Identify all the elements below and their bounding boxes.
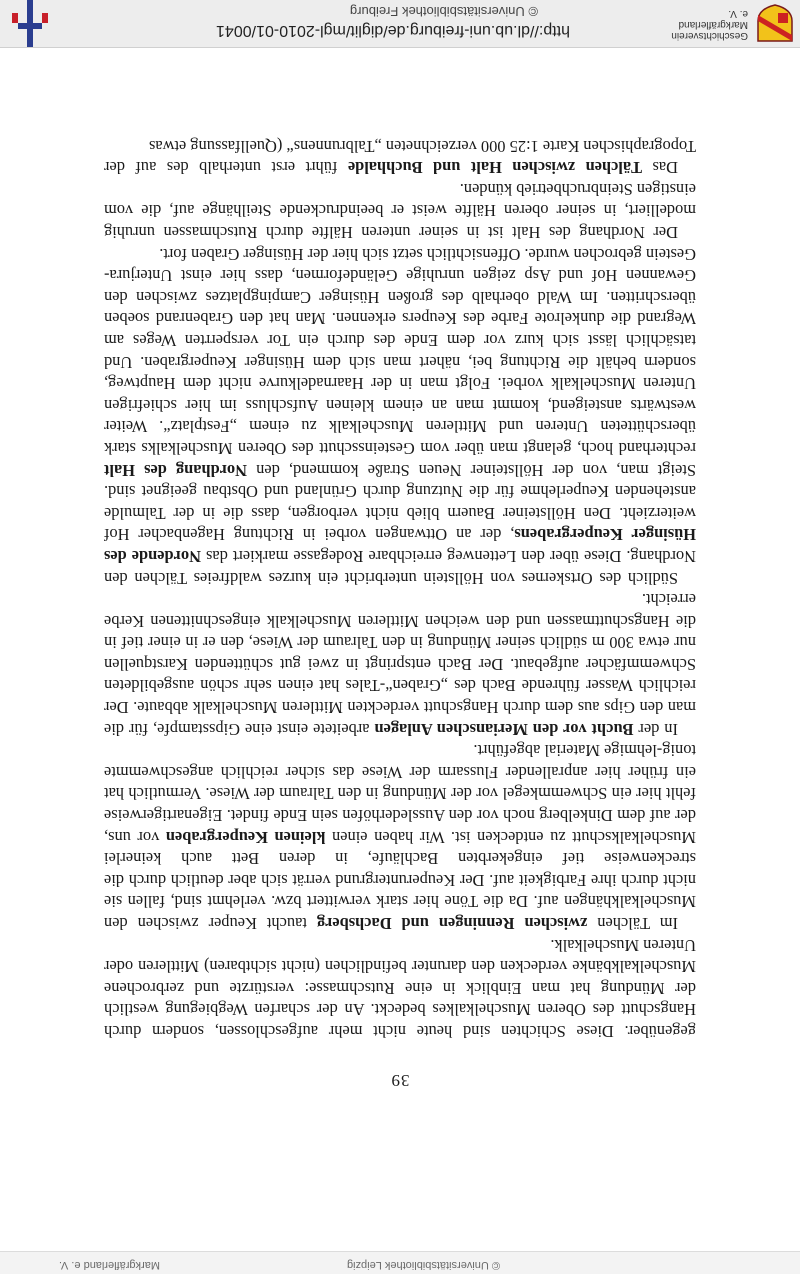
secondary-footer-society: Markgräflerland e. V. [58,1259,160,1271]
secondary-footer-strip [0,1251,800,1274]
copyright-notice: © Universitätsbibliothek Freiburg [349,4,538,19]
society-shield-icon [756,3,794,43]
society-line-1: Geschichtsverein [671,30,748,41]
university-library-logo-icon [10,0,50,47]
paragraph: gegenüber. Diese Schichten sind heute nicht mehr aufgeschlossen, sondern durch Hangschutt des Oberen Muschelkalkes bedeckt. An der scharfen Wegbiegung westlich der Mündung hat man Einblick in eine Rutschmasse: verstürzte und zerbrochene Muschelkalkbänke verdecken den darunter befindlichen (nicht sichtbaren) Mittleren oder Unteren Muschelkalk. [104,935,696,1041]
body-text [104,135,696,1090]
society-name [668,8,748,41]
paragraph: Der Nordhang des Halt ist in seiner unteren Hälfte durch Rutschmassen unruhig modelliert, in seiner oberen Hälfte weist er beeindruckende Steilhänge auf, die vom einstigen Steinbruchbetrieb künden. [104,179,696,243]
page-number: 39 [390,1071,410,1090]
paragraph: Südlich des Ortskernes von Höllstein unterbricht ein kurzes waldfreies Tälchen den Nordhang. Diese über den Lettenweg erreichbare Rodegasse markiert das Nordende des Hüsinger Keupergrabens, der an Ottwangen vorbei in Richtung Hagenbacher Hof weiterzieht. Den Höllsteiner Bauern blieb nicht verborgen, dass die in der Talmulde anstehenden Keuperlehme für die Nutzung durch Grünland und Obstbau geeignet sind. Steigt man, von der Höllsteiner Neuen Straße kommend, den Nordhang des Halt rechterhand hoch, gelangt man über vom Gesteinsschutt des Oberen Muschelkalks stark überschütteten Unteren und Mittleren Muschelkalk zu einem „Festplatz“. Weiter westwärts ansteigend, kommt man an einem kleinen Aufschluss im hier schiefrigen Unteren Muschelkalk vorbei. Folgt man in der Haarnadelkurve nicht dem Hauptweg, sondern behält die Richtung bei, nähert man sich dem Hüsinger Keupergraben. Und tatsächlich lässt sich kurz vor dem Ende des durch ein Tor versperrten Weges am Wegrand die dunkelrote Farbe des Keupers erkennen. Man hat den Grabenrand soeben überschritten. Im Wald oberhalb des großen Hüsinger Campingplatzes zwischen den Gewannen Hof und Asp zeigen unruhige Geländeformen, dass hier einst Unterjura-Gestein gebrochen wurde. Offensichtlich setzt sich hier der Hüsinger Graben fort. [104,244,696,588]
paragraph: Das Tälchen zwischen Halt und Buchhalde führt erst unterhalb des auf der Topographischen Karte 1:25 000 verzeichneten „Talbrunnens“ (Quellfassung etwas [104,136,696,178]
permalink-url[interactable]: http://dl.ub.uni-freiburg.de/diglit/mgl-2010-01/0041 [216,22,570,39]
society-line-2: Markgräflerland e. V. [678,8,748,30]
paragraph: In der Bucht vor den Merianschen Anlagen arbeitete einst eine Gipsstampfe, für die man den Gips aus dem durch Hangschutt verdeckten Mittleren Muschelkalk abbaute. Der reichlich Wasser führende Bach des „Graben“-Tales hat einen sehr schön ausgebildeten Schwemmfächer aufgebaut. Der Bach entspringt in zwei gut schüttenden Karstquellen nur etwa 300 m südlich seiner Mündung in den Talraum der Wiese, den er in einer tief in die Hangschuttmassen und den weichen Mittleren Muschelkalk eingeschnittenen Kerbe erreicht. [103,590,696,739]
secondary-footer-copyright: © Universitätsbibliothek Leipzig [346,1259,500,1271]
paragraph: Im Tälchen zwischen Renningen und Dachsberg taucht Keuper zwischen den Muschelkalkhängen auf. Da die Töne hier stark verwittert bzw. verlehmt sind, fallen sie nicht durch ihre Farbigkeit auf. Der Keuperuntergrund verrät sich aber deutlich durch die streckenweise tief eingekerbten Bachläufe, in deren Bett auch keinerlei Muschelkalkschutt zu entdecken ist. Wir haben einen kleinen Keupergraben vor uns, der auf dem Dinkelberg noch vor den Ausslederhöfen sein Ende findet. Eigenartigerweise fehlt hier ein Schwemmkegel vor der Mündung in den Talraum der Wiese. Vermutlich hat ein früher hier anprallender Flussarm der Wiese das sicher reichlich angeschwemmte tonig-lehmige Material abgeführt. [103,741,696,934]
paragraph-list [104,135,696,1042]
footer-bar [0,0,800,48]
